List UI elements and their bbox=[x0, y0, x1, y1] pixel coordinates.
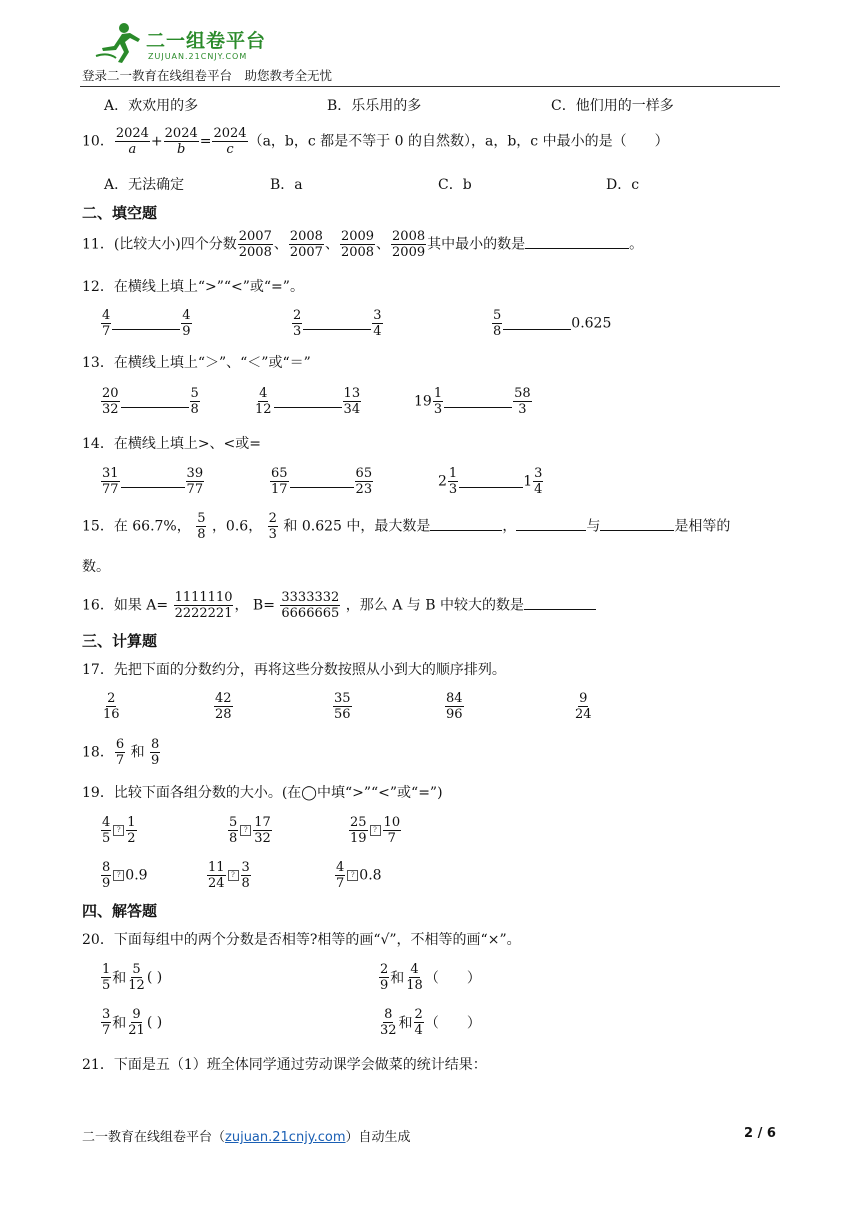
answer-parentheses[interactable]: ( ) bbox=[146, 1014, 163, 1031]
answer-blank[interactable] bbox=[121, 487, 185, 488]
fraction: $\frac{2024}{b}$ bbox=[164, 126, 198, 157]
fraction: $\frac{84}{96}$ bbox=[446, 691, 463, 722]
header-divider bbox=[80, 86, 780, 87]
q12-item: $\frac{4}{7}$ $\frac{4}{9}$ bbox=[102, 308, 191, 339]
answer-blank[interactable] bbox=[459, 487, 523, 488]
q10-number: 10． bbox=[82, 133, 114, 150]
answer-blank[interactable] bbox=[274, 407, 342, 408]
q20-item: $\frac{8}{32}$ 和 $\frac{2}{4}$ （ ） bbox=[380, 1007, 481, 1038]
fraction: $\frac{2009}{2008}$ bbox=[340, 229, 375, 260]
q15-continuation: 数。 bbox=[82, 559, 110, 575]
q20-item: $\frac{2}{9}$ 和 $\frac{4}{18}$ （ ） bbox=[380, 962, 481, 993]
q19-item: $\frac{11}{24}$ ? $\frac{3}{8}$ bbox=[208, 860, 250, 891]
q10-text: （a，b，c 都是不等于 0 的自然数），a，b，c 中最小的是（ ） bbox=[248, 133, 669, 150]
equals-sign: = bbox=[199, 133, 212, 150]
section-heading: 三、计算题 bbox=[82, 632, 158, 650]
answer-parentheses[interactable]: ( ) bbox=[146, 969, 163, 986]
q20-item: $\frac{1}{5}$ 和 $\frac{5}{12}$ ( ) bbox=[102, 962, 163, 993]
fraction: $\frac{2007}{2008}$ bbox=[238, 229, 272, 260]
compare-circle[interactable]: ? bbox=[228, 870, 239, 881]
q14-item: $\frac{31}{77}$ $\frac{39}{77}$ bbox=[102, 466, 204, 497]
fraction: $\frac{42}{28}$ bbox=[215, 691, 232, 722]
fraction: $\frac{2024}{a}$ bbox=[115, 126, 149, 157]
logo-subtext: ZUJUAN.21CNJY.COM bbox=[148, 52, 248, 61]
fraction: $\frac{2024}{c}$ bbox=[213, 126, 247, 157]
q9-option-b: B．乐乐用的多 bbox=[327, 98, 422, 114]
logo-text: 二一组卷平台 bbox=[146, 30, 267, 52]
question-21-text: 21．下面是五（1）班全体同学通过劳动课学会做菜的统计结果： bbox=[82, 1057, 487, 1073]
fraction: $\frac{2}{16}$ bbox=[103, 691, 120, 722]
compare-circle[interactable]: ? bbox=[113, 870, 124, 881]
q20-item: $\frac{3}{7}$ 和 $\frac{9}{21}$ ( ) bbox=[102, 1007, 163, 1038]
question-11: 11．(比较大小)四个分数 $\frac{2007}{2008}$ 、 $\frac{2008}{2007}$ 、 $\frac{2009}{2008}$ 、 $\frac{2008}{2009}$ 其中最小的数是 。 bbox=[82, 229, 644, 260]
answer-blank[interactable] bbox=[430, 529, 502, 531]
compare-circle[interactable]: ? bbox=[240, 825, 251, 836]
plus-sign: + bbox=[150, 133, 163, 150]
section-heading: 四、解答题 bbox=[82, 902, 158, 920]
fraction: $\frac{9}{24}$ bbox=[575, 691, 592, 722]
answer-blank[interactable] bbox=[444, 407, 512, 408]
section-heading: 二、填空题 bbox=[82, 204, 158, 222]
q19-item: $\frac{5}{8}$ ? $\frac{17}{32}$ bbox=[229, 815, 271, 846]
question-16: 16．如果 A= $\frac{1111110}{2222221}$ ， B= $\frac{3333332}{6666665}$ ，那么 A 与 B 中较大的数是 bbox=[82, 591, 596, 620]
q9-option-c: C．他们用的一样多 bbox=[551, 98, 674, 114]
header-tagline: 登录二一教育在线组卷平台 助您教考全无忧 bbox=[82, 68, 333, 83]
answer-parentheses[interactable]: （ ） bbox=[424, 1015, 481, 1032]
answer-blank[interactable] bbox=[524, 608, 596, 610]
q19-item: $\frac{4}{7}$ ? 0.8 bbox=[336, 860, 382, 891]
footer-text: 二一教育在线组卷平台（zujuan.21cnjy.com）自动生成 bbox=[82, 1130, 411, 1145]
q13-item: $\frac{4}{12}$ $\frac{13}{34}$ bbox=[255, 386, 361, 417]
question-12-text: 12．在横线上填上“>”“<”或“=”。 bbox=[82, 279, 304, 295]
q12-item: $\frac{2}{3}$ $\frac{3}{4}$ bbox=[293, 308, 382, 339]
q19-item: $\frac{8}{9}$ ? 0.9 bbox=[102, 860, 148, 891]
question-10 bbox=[82, 127, 669, 156]
q13-item: $\frac{20}{32}$ $\frac{5}{8}$ bbox=[102, 386, 199, 417]
answer-blank[interactable] bbox=[290, 487, 354, 488]
answer-blank[interactable] bbox=[121, 407, 189, 408]
question-18: 18． $\frac{6}{7}$ 和 $\frac{8}{9}$ bbox=[82, 737, 160, 768]
answer-blank[interactable] bbox=[600, 529, 674, 531]
question-13-text: 13．在横线上填上“＞”、“＜”或“＝” bbox=[82, 355, 311, 371]
answer-blank[interactable] bbox=[525, 247, 629, 249]
q14-item: 2 $\frac{1}{3}$ 1 $\frac{3}{4}$ bbox=[438, 466, 543, 497]
runner-logo-icon bbox=[94, 22, 144, 64]
compare-circle[interactable]: ? bbox=[347, 870, 358, 881]
q10-option-d: D．c bbox=[606, 177, 640, 193]
question-19-text: 19．比较下面各组分数的大小。(在◯中填“>”“<”或“=”) bbox=[82, 785, 443, 801]
footer-link[interactable]: zujuan.21cnjy.com bbox=[225, 1130, 346, 1145]
q14-item: $\frac{65}{17}$ $\frac{65}{23}$ bbox=[271, 466, 373, 497]
q10-option-c: C．b bbox=[438, 177, 472, 193]
compare-circle[interactable]: ? bbox=[370, 825, 381, 836]
q19-item: $\frac{25}{19}$ ? $\frac{10}{7}$ bbox=[350, 815, 401, 846]
fraction: $\frac{2008}{2009}$ bbox=[392, 229, 426, 260]
fraction: $\frac{2008}{2007}$ bbox=[289, 229, 323, 260]
fraction: $\frac{35}{56}$ bbox=[334, 691, 351, 722]
q19-item: $\frac{4}{5}$ ? $\frac{1}{2}$ bbox=[102, 815, 136, 846]
q12-item: $\frac{5}{8}$ 0.625 bbox=[493, 308, 612, 339]
answer-blank[interactable] bbox=[503, 329, 571, 330]
answer-parentheses[interactable]: （ ） bbox=[424, 970, 481, 987]
q9-option-a: A．欢欢用的多 bbox=[104, 98, 199, 114]
answer-blank[interactable] bbox=[112, 329, 180, 330]
page-number: 2 / 6 bbox=[744, 1126, 776, 1141]
q10-option-b: B．a bbox=[270, 177, 303, 193]
question-20-text: 20．下面每组中的两个分数是否相等?相等的画“√”，不相等的画“×”。 bbox=[82, 932, 521, 948]
question-15: 15．在 66.7%， $\frac{5}{8}$ ，0.6， $\frac{2}{3}$ 和 0.625 中，最大数是 ， 与 是相等的 bbox=[82, 511, 731, 542]
question-14-text: 14．在横线上填上>、<或= bbox=[82, 436, 262, 452]
answer-blank[interactable] bbox=[303, 329, 371, 330]
q13-item: 19 $\frac{1}{3}$ $\frac{58}{3}$ bbox=[414, 386, 531, 417]
site-logo bbox=[94, 22, 284, 66]
answer-blank[interactable] bbox=[516, 529, 586, 531]
q10-option-a: A．无法确定 bbox=[104, 177, 185, 193]
question-17-text: 17．先把下面的分数约分，再将这些分数按照从小到大的顺序排列。 bbox=[82, 662, 506, 678]
compare-circle[interactable]: ? bbox=[113, 825, 124, 836]
